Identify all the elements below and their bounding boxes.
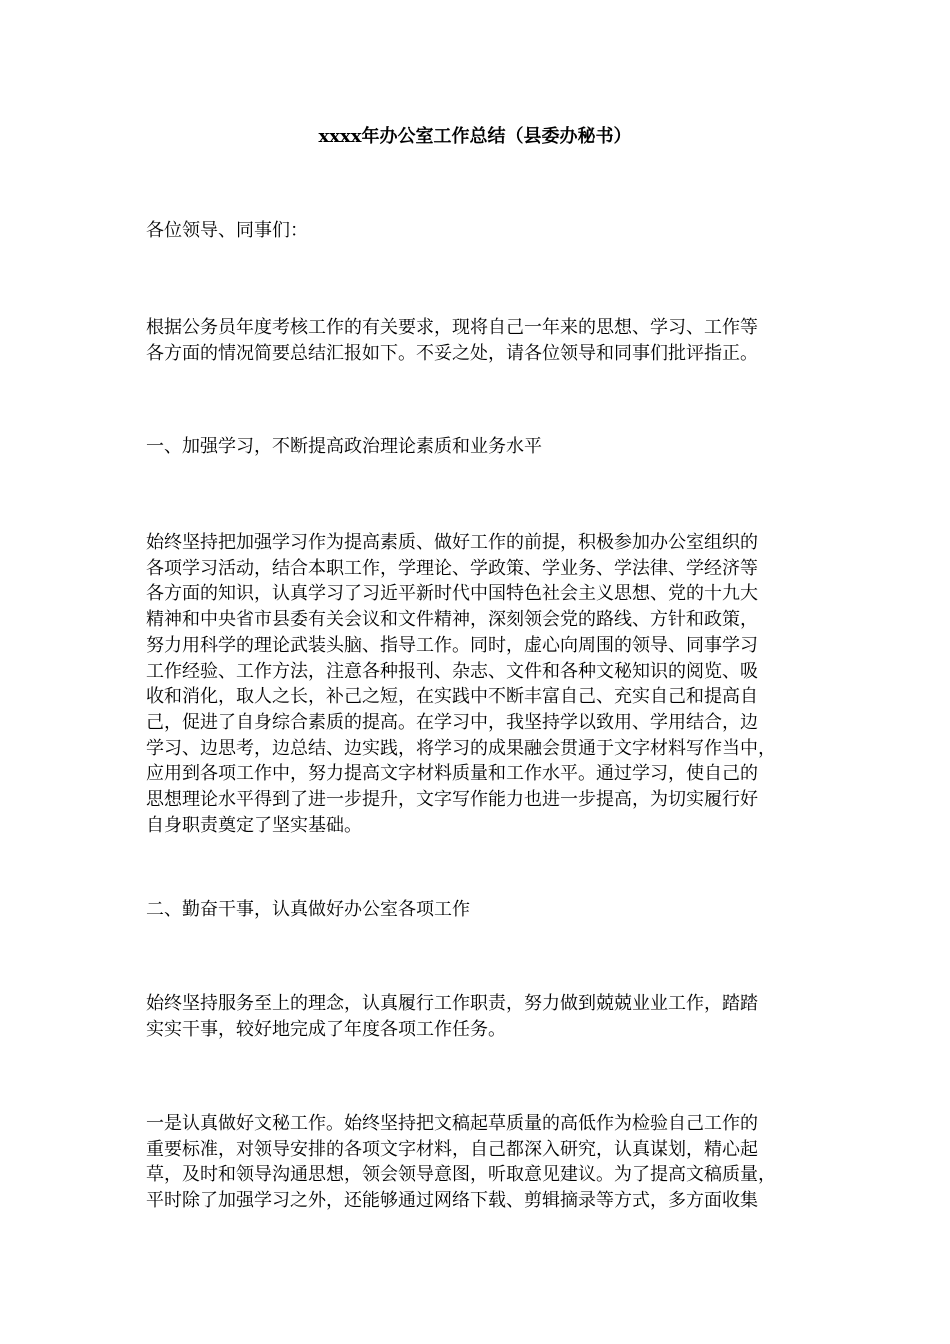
text-line: 工作经验、工作方法，注意各种报刊、杂志、文件和各种文秘知识的阅览、吸 <box>146 660 758 682</box>
section2-heading-text: 二、勤奋干事，认真做好办公室各项工作 <box>146 899 470 920</box>
section2-heading <box>146 897 811 923</box>
section1-heading <box>146 434 811 460</box>
text-line: 精神和中央省市县委有关会议和文件精神，深刻领会党的路线、方针和政策， <box>146 609 758 631</box>
section1-body <box>146 530 811 838</box>
text-line: 各项学习活动，结合本职工作，学理论、学政策、学业务、学法律、学经济等 <box>146 557 758 579</box>
text-line: 应用到各项工作中，努力提高文字材料质量和工作水平。通过学习，使自己的 <box>146 763 758 785</box>
text-line: 自身职责奠定了坚实基础。 <box>146 814 362 836</box>
text-line: 一是认真做好文秘工作。始终坚持把文稿起草质量的高低作为检验自己工作的 <box>146 1113 758 1134</box>
section2-body <box>146 991 811 1042</box>
text-line: 己，促进了自身综合素质的提高。在学习中，我坚持学以致用、学用结合，边 <box>146 711 758 733</box>
text-line: 实实干事，较好地完成了年度各项工作任务。 <box>146 1018 506 1040</box>
text-line: 各方面的知识，认真学习了习近平新时代中国特色社会主义思想、党的十九大 <box>146 583 758 605</box>
greeting <box>146 218 811 244</box>
intro-paragraph <box>146 315 811 366</box>
text-line: 收和消化，取人之长，补己之短，在实践中不断丰富自己、充实自己和提高自 <box>146 686 758 708</box>
text-line: 草，及时和领导沟通思想，领会领导意图，听取意见建议。为了提高文稿质量， <box>146 1164 776 1186</box>
text-line: 平时除了加强学习之外，还能够通过网络下载、剪辑摘录等方式，多方面收集 <box>146 1190 758 1212</box>
text-line: 根据公务员年度考核工作的有关要求，现将自己一年来的思想、学习、工作等 <box>146 317 758 338</box>
section1-heading-text: 一、加强学习，不断提高政治理论素质和业务水平 <box>146 436 542 457</box>
text-line: 努力用科学的理论武装头脑、指导工作。同时，虚心向周围的领导、同事学习 <box>146 634 758 656</box>
text-line: 始终坚持把加强学习作为提高素质、做好工作的前提，积极参加办公室组织的 <box>146 532 758 553</box>
greeting-text: 各位领导、同事们： <box>146 220 308 241</box>
document-title: xxxx年办公室工作总结（县委办秘书） <box>318 126 632 147</box>
text-line: 各方面的情况简要总结汇报如下。不妥之处，请各位领导和同事们批评指正。 <box>146 342 758 364</box>
item1-body <box>146 1111 811 1214</box>
text-line: 学习、边思考，边总结、边实践，将学习的成果融会贯通于文字材料写作当中， <box>146 737 776 759</box>
text-line: 始终坚持服务至上的理念，认真履行工作职责，努力做到兢兢业业工作，踏踏 <box>146 993 758 1014</box>
text-line: 重要标准，对领导安排的各项文字材料，自己都深入研究，认真谋划，精心起 <box>146 1138 758 1160</box>
text-line: 思想理论水平得到了进一步提升，文字写作能力也进一步提高，为切实履行好 <box>146 789 758 811</box>
